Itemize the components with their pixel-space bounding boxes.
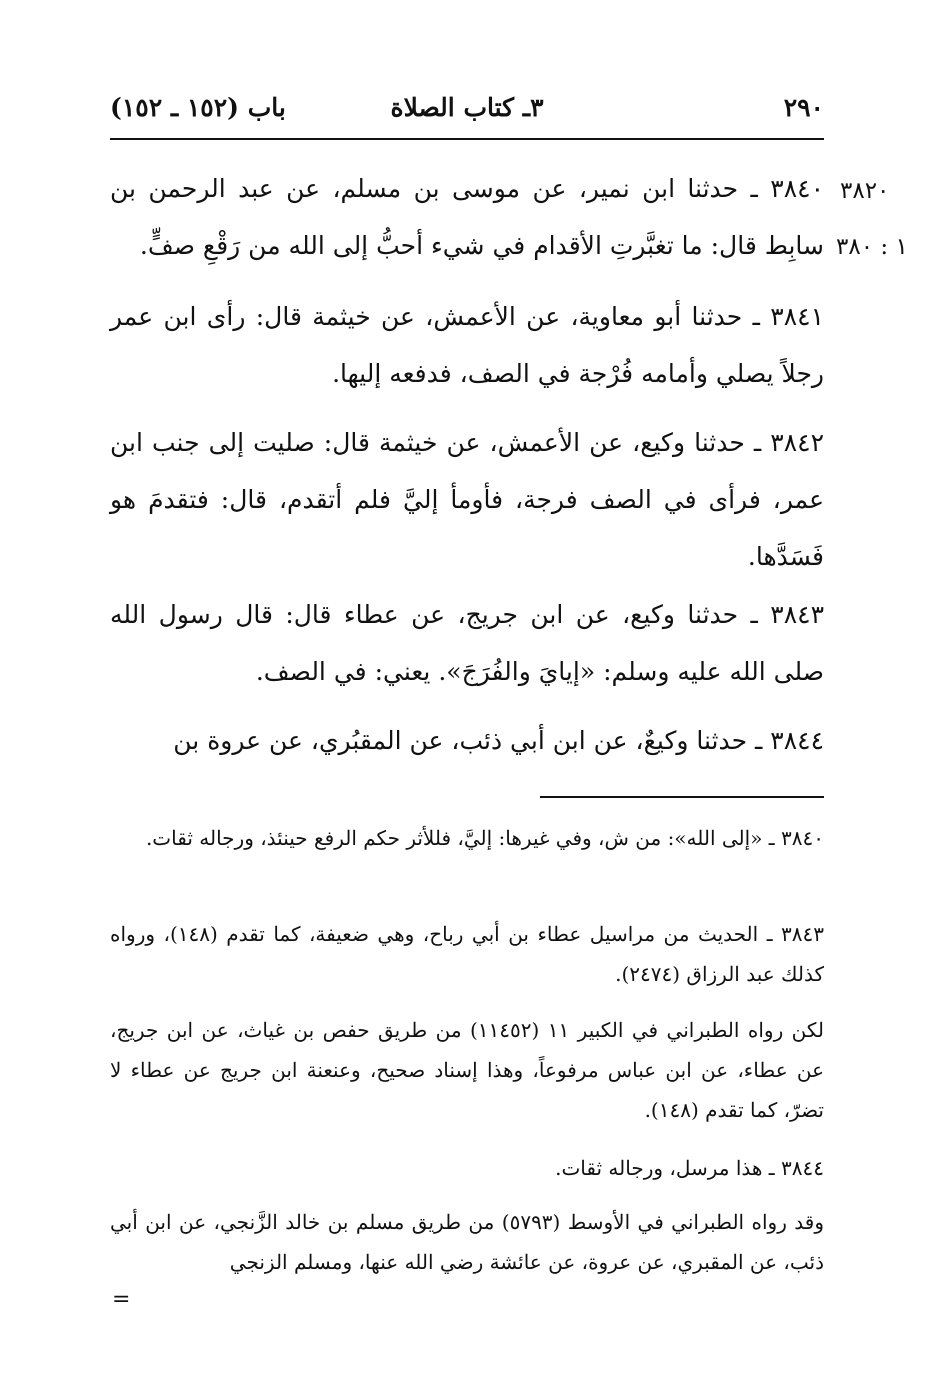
footnote-text: لكن رواه الطبراني في الكبير ١١ (١١٤٥٢) من طريق حفص بن غياث، عن ابن جريج، عن عطاء، عن ابن عباس مرفوعاً، وهذا إسناد صحيح، وعنعنة ابن جريج عن عطاء لا تضرّ، كما تقدم (١٤٨). [110,1018,825,1122]
footnote-text: وقد رواه الطبراني في الأوسط (٥٧٩٣) من طريق مسلم بن خالد الزَّنجي، عن ابن أبي ذئب، عن المقبري، عن عروة، عن عائشة رضي الله عنها، ومسلم الزنجي [110,1210,824,1274]
hadith-text: ٣٨٤٢ ـ حدثنا وكيع، عن الأعمش، عن خيثمة قال: صليت إلى جنب ابن عمر، فرأى في الصف فرجة، فأومأ إليَّ فلم أتقدم، قال: فتقدمَ هو فَسَدَّها. [110,428,824,571]
chapter-title: باب (١٥٢ ـ ١٥٢) [110,93,286,122]
footnote-3840 [110,818,824,858]
hadith-text: ٣٨٤٠ ـ حدثنا ابن نمير، عن موسى بن مسلم، عن عبد الرحمن بن سابِط قال: ما تغبَّرتِ الأقدام في شيء أحبُّ إلى الله من رَقْعِ صفٍّ. [110,174,824,260]
footnote-rule [540,796,824,798]
hadith-3842 [110,414,824,585]
hadith-3843 [110,586,824,700]
hadith-3844 [110,712,824,769]
footnote-3843-continued [110,1010,824,1130]
hadith-text: ٣٨٤٤ ـ حدثنا وكيعٌ، عن ابن أبي ذئب، عن المقبُري، عن عروة بن [173,726,824,755]
hadith-3841 [110,288,824,402]
footnote-3844-continued [110,1202,824,1282]
continuation-mark: = [112,1287,131,1312]
header-rule [110,138,824,140]
hadith-3840 [110,160,824,274]
hadith-text: ٣٨٤١ ـ حدثنا أبو معاوية، عن الأعمش، عن خيثمة قال: رأى ابن عمر رجلاً يصلي وأمامه فُرْجة في الصف، فدفعه إليها. [110,302,824,388]
margin-reference: ١ : ٣٨٠ [836,234,908,260]
footnote-text: ٣٨٤٠ ـ «إلى الله»: من ش، وفي غيرها: إليَّ، فللأثر حكم الرفع حينئذ، ورجاله ثقات. [145,826,824,850]
page-number: ٢٩٠ [783,93,824,122]
footnote-3843 [110,914,824,994]
page-header [110,92,824,132]
footnote-3844 [110,1148,824,1188]
hadith-text: ٣٨٤٣ ـ حدثنا وكيع، عن ابن جريج، عن عطاء قال: قال رسول الله صلى الله عليه وسلم: «إيايَ والفُرَجَ». يعني: في الصف. [110,600,824,686]
margin-reference: ٣٨٢٠ [840,178,890,204]
book-title: ٣ـ كتاب الصلاة [390,93,544,122]
footnote-text: ٣٨٤٤ ـ هذا مرسل، ورجاله ثقات. [555,1156,824,1180]
footnote-text: ٣٨٤٣ ـ الحديث من مراسيل عطاء بن أبي رباح، وهي ضعيفة، كما تقدم (١٤٨)، ورواه كذلك عبد الرزاق (٢٤٧٤). [110,922,825,986]
